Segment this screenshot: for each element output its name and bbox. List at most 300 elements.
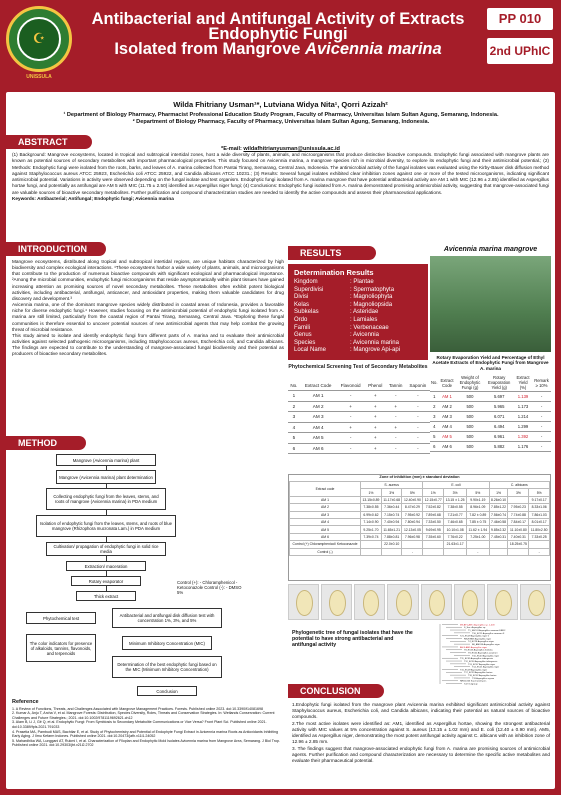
- email-prefix: *E-mail:: [221, 146, 244, 152]
- table-cell: [361, 548, 382, 555]
- table-cell: +: [337, 422, 365, 433]
- determination-row: Divisi : Magnoliophyta: [294, 294, 393, 301]
- table-header-row: [290, 482, 550, 489]
- plant-photo-title: Avicennia marina mangrove: [443, 246, 538, 253]
- table-cell: -: [337, 443, 365, 454]
- table-row: [290, 511, 550, 518]
- table-cell: 7.96±0.98: [402, 533, 423, 540]
- references: [12, 700, 284, 748]
- tree-leaf-label: T11_EC55 Aspergillus tubingensis: [460, 658, 494, 661]
- determination-row: Superdivisi : Spermatophyta: [294, 286, 395, 293]
- table-header-cell: Extract code: [290, 482, 361, 497]
- table-cell: [444, 548, 467, 555]
- table-cell: +: [365, 412, 386, 423]
- table-row: [430, 402, 551, 412]
- flow-step-cultivation: Cultivation/ propagation of endophytic fungi in solid rice media: [46, 542, 166, 556]
- intro-paragraph-2: Avicennia marina, one of the dominant mangrove species widely distributed in coastal areas of Indonesia, provides a favorable niche for diverse endophytic fungi.⁴ However, studies focusing on the antimicrobial potential of endophytic fungi isolated from A. marina are still limited, particularly from the coastal region of Pantai Tirang, Semarang, Central Java. ⁵Exploring these fungal communities is therefore essential to uncover potential sources of new antimicrobial agents that may help combat the growing threat of microbial resistance.: [12, 302, 284, 332]
- table-header-cell: Extract Yield (%): [514, 374, 532, 392]
- table-cell: 6.99±0.62: [361, 511, 382, 518]
- poster-body: [6, 92, 555, 789]
- email-link[interactable]: wildafhitrianyusman@unissula.ac.id: [243, 146, 340, 152]
- table-header-cell: Saponin: [406, 380, 430, 391]
- table-cell: 6.961: [484, 432, 514, 442]
- table-cell: AM 2: [300, 401, 337, 412]
- conclusion-point-3: 3. The findings suggest that mangrove-associated endophytic fungi from A. marina are promising sources of antimicrobial agents. Further purification and compound characterization are necessary to determine the specific active metabolites and evaluate their pharmaceutical potential.: [292, 746, 550, 763]
- table-cell: AM 2: [439, 402, 456, 412]
- petri-dish-photo: [288, 584, 319, 620]
- intro-paragraph-3: This study aimed to isolate and identify endophytic fungi from different parts of A. marina and to evaluate their antimicrobial activities against selected pathogenic microorganisms, including Staphylococcus aureus, Escherichia coli, and Candida albicans. The findings are expected to contribute to the understanding of mangrove-associated fungal biodiversity and their potential as producers of bioactive secondary metabolites.: [12, 332, 284, 357]
- table-cell: 6.071: [484, 412, 514, 422]
- tree-leaf-label: T1_SEC01 Aspergillus awamori EBRC: [468, 629, 506, 632]
- table-cell: -: [529, 548, 550, 555]
- intro-paragraph-1: Mangrove ecosystems, distributed along tropical and subtropical intertidal regions, are unique habitats characterized by high biodiversity and complex ecological interactions. ¹These ecosystems harbor a wide variety of plants, animals, and microorganisms that contribute to the production of numerous bioactive compounds with significant ecological and pharmacological importance. ²Among the microbial communities, endophytic fungi microorganisms that reside asymptomatically within plant tissues have gained increasing attention as promising sources of novel secondary metabolites. These metabolites often exhibit potent biological activities, including antibacterial, antifungal, anticancer, and antioxidant properties, making them valuable candidates for drug discovery and development.³: [12, 259, 284, 301]
- table-row: [288, 422, 430, 433]
- table-cell: 22.0±0.10: [381, 541, 402, 548]
- table-cell: -: [532, 422, 551, 432]
- mangrove-photo: [430, 256, 551, 352]
- petri-dish-photo: [487, 584, 518, 620]
- table-cell: 9.25±1.70: [361, 526, 382, 533]
- table-cell: 5: [288, 433, 300, 444]
- table-row: [290, 526, 550, 533]
- tree-leaf-label: T21_EC09 Aspergillus niger 5: [460, 635, 489, 638]
- table-cell: 7.38±0.55: [444, 504, 467, 511]
- table-cell: 11.10±0.80: [508, 526, 529, 533]
- determination-title: Determination Results: [294, 268, 374, 277]
- table-cell: 7.36±0.44: [381, 504, 402, 511]
- table-header-cell: Extract Code: [439, 374, 456, 392]
- determination-row: Ordo : Lamiales: [294, 316, 378, 323]
- table-cell: 7.85±1.22: [491, 505, 507, 510]
- table-cell: 8.33±1.06: [529, 504, 550, 511]
- introduction-heading: INTRODUCTION: [6, 242, 106, 256]
- table-header-cell: Flavonoid: [337, 380, 365, 391]
- table-cell: 6: [430, 442, 439, 452]
- tree-leaf-label: MS AF1-AM 1 Aspergillus sp. 1-003: [460, 624, 495, 627]
- table-cell: Control (-): [290, 548, 361, 555]
- table-cell: AM 3: [439, 412, 456, 422]
- table-header-cell: 1%: [489, 489, 508, 496]
- conclusion-point-2: 2.The most active isolates were identified as: AM1, identified as Aspergillus hortae, showing the strongest antibacterial activity with MIC values at 5% concentration against S. aureus (13.15 ± 1.02 mm) and E. coli (12.40 ± 0.90 mm). AM5, identified as Aspergillus niger, demonstrating the most potent antifungal activity against C. albicans with an inhibition zone of 12.96 ± 2.85 mm.: [292, 721, 550, 744]
- table-cell: 500: [455, 402, 484, 412]
- table-cell: 7.89±0.68: [423, 511, 444, 518]
- flow-step-disk-diffusion: Antibacterial and antifungal disk diffusion test with concentration 1%, 3%, and 5%: [112, 608, 222, 628]
- title-line-3-italic: Avicennia marina: [305, 40, 442, 58]
- title-line-1: Antibacterial and Antifungal Activity of Extracts: [91, 10, 465, 28]
- table-header-cell: 3%: [444, 489, 467, 496]
- table-cell: 8.96±1.09: [467, 504, 490, 511]
- table-cell: [402, 541, 423, 548]
- table-row: [288, 401, 430, 412]
- table-cell: 11.62 ± 1.94: [468, 527, 488, 532]
- affiliation-1: ¹ Department of Biology Pharmacy, Pharmacist Professional Education Study Program, Faculty of Pharmacy, Universitas Islam Sultan Agung, Semarang, Indonesia.: [63, 112, 499, 118]
- table-cell: -: [402, 548, 423, 555]
- table-row: [290, 504, 550, 511]
- reference-item: 5. Mahardhika WA, Lunggani AT, Rukmi I, et al. Characterization of Filoplan and Endophytic Mold Isolates Avicennia marina from Mangrove Area, Semarang. J Biol Trop. Published online 2021. doi:10.29303/jbt.v21i2.2702: [12, 738, 280, 748]
- table-cell: 7.74±0.88: [508, 511, 529, 518]
- table-cell: -: [386, 443, 406, 454]
- table-cell: [529, 541, 550, 548]
- table-cell: -: [406, 401, 430, 412]
- table-cell: 7.35±0.60: [423, 533, 444, 540]
- table-cell: -: [406, 443, 430, 454]
- table-cell: 11.17±0.68: [383, 497, 401, 502]
- determination-row: Famili : Verbenaceae: [294, 324, 389, 331]
- table-header-cell: 5%: [529, 489, 550, 496]
- table-cell: +: [365, 443, 386, 454]
- table-cell: -: [532, 412, 551, 422]
- table-cell: AM 1: [300, 391, 337, 402]
- flow-step-conclusion: Conclusion: [137, 686, 197, 696]
- table-cell: 1.176: [514, 442, 532, 452]
- table-cell: 7.38±0.55: [361, 504, 382, 511]
- table-cell: AM 4: [290, 518, 361, 525]
- table-cell: +: [386, 422, 406, 433]
- table-cell: 7.46±0.65: [444, 518, 467, 525]
- table-cell: 2: [288, 401, 300, 412]
- table-cell: -: [406, 391, 430, 402]
- determination-row: Species : Avicennia marina: [294, 339, 399, 346]
- title-line-3: [78, 42, 478, 57]
- table-cell: 1: [430, 392, 439, 402]
- table-cell: 7.52±0.82: [423, 504, 444, 511]
- abstract-heading: ABSTRACT: [6, 135, 92, 149]
- table-cell: 7.33±0.50: [423, 518, 444, 525]
- table-row: [288, 391, 430, 402]
- table-header-cell: Remark ≥ 10%: [532, 374, 551, 392]
- table-cell: 11.80±2.50: [530, 527, 548, 532]
- table-cell: -: [532, 432, 551, 442]
- table-row: [430, 412, 551, 422]
- table-cell: 7.14±0.90: [361, 518, 382, 525]
- petri-dish-photo: [387, 584, 418, 620]
- crest-icon: ☪: [17, 17, 61, 61]
- table-cell: 7.80±0.94: [402, 518, 423, 525]
- conclusion-point-1: 1.Endophytic fungi isolated from the mangrove plant Avicennia marina exhibited significant antimicrobial activity against Staphylococcus aureus, Escherichia coli, and Candida albicans, indicating their potential as natural sources of bioactive compounds.: [292, 702, 550, 719]
- table-header-cell: Extract Code: [300, 380, 337, 391]
- disk-diffusion-photos: [288, 584, 551, 620]
- tree-leaf-label: NR111065 Saccharomyces: [460, 680, 487, 683]
- reference-item: 1. A Review of Functions, Threats, and Challenges Associated with Mangrove Management Practices. Forests. Published online 2023. doi:10.3390/f14081698: [12, 706, 264, 711]
- conference-logo: 2nd UPhIC: [487, 38, 553, 64]
- table-header-row: [288, 380, 430, 391]
- table-header-cell: 1%: [361, 489, 382, 496]
- table-cell: [423, 548, 444, 555]
- table-cell: AM 1: [290, 496, 361, 503]
- flow-step-phytochemical: Phytochemical test: [26, 612, 96, 624]
- tree-leaf-label: T4_EC28 Aspergillus niger: [468, 641, 494, 644]
- flow-step-determination: Mangrove (Avicennia marina) plant determination: [56, 470, 156, 484]
- table-header-cell: C. albicans: [489, 482, 549, 489]
- table-cell: 11.65±1.21: [383, 527, 401, 532]
- determination-row: Subkelas : Asteridae: [294, 309, 379, 316]
- table-cell: 4: [288, 422, 300, 433]
- table-cell: -: [337, 412, 365, 423]
- table-cell: 3: [430, 412, 439, 422]
- table-cell: 7.95±0.92: [402, 511, 423, 518]
- table-cell: [381, 548, 402, 555]
- flow-step-color-indicators: The color indicators for presence of alkaloids, tannins, flavonoids, and terpenoids: [26, 634, 96, 662]
- table-cell: 1.392: [514, 432, 532, 442]
- table-cell: AM 6: [439, 442, 456, 452]
- tree-leaf-label: AM 5-AM5 Aspergillus niger: [460, 646, 487, 649]
- table-cell: +: [365, 401, 386, 412]
- phytochemical-table-title: Phytochemical Screening Test of Secondary Metabolites: [288, 364, 428, 370]
- determination-row: Kingdom : Plantae: [294, 279, 374, 285]
- table-cell: AM 5: [290, 526, 361, 533]
- table-cell: 500: [455, 442, 484, 452]
- table-cell: -: [406, 422, 430, 433]
- petri-dish-photo: [454, 584, 485, 620]
- table-header-cell: 3%: [508, 489, 529, 496]
- table-cell: AM 1: [439, 392, 456, 402]
- table-cell: +: [386, 401, 406, 412]
- table-header-cell: E. coli: [423, 482, 489, 489]
- table-header-row: [430, 374, 551, 392]
- table-cell: 5.697: [484, 392, 514, 402]
- determination-row: Kelas : Magnoliopsida: [294, 301, 393, 308]
- flow-step-best-fungi: Determination of the best endophytic fungi based on the MIC (Minimum Inhibitory Concentration): [112, 656, 222, 678]
- author-names: Wilda Fhitriany Usman¹*, Lutviana Widya Nita¹, Qorri Azizah²: [173, 100, 388, 109]
- abstract-text: [12, 152, 549, 254]
- flow-controls: Control (+): - Chloramphenicol - Ketoconazole Control (-): - DMSO 5%: [176, 572, 246, 602]
- table-cell: 12.13±0.05: [403, 527, 421, 532]
- table-cell: 10.10±1.08: [444, 526, 467, 533]
- table-cell: 2: [430, 402, 439, 412]
- zone-table-title: Zone of inhibition (mm) ± standard deviation: [379, 475, 460, 479]
- table-cell: 7.21±0.77: [444, 511, 467, 518]
- phylogenetic-tree-title: Phylogenetic tree of fungal isolates that have the potential to have strong antibacterial and antifungal activity: [292, 630, 413, 649]
- table-cell: AM 3: [300, 412, 337, 423]
- tree-leaf-label: S_Sac. Aspergillus sp.: [464, 627, 486, 630]
- conclusion-heading: CONCLUSION: [288, 684, 384, 698]
- table-header-cell: S. aureus: [361, 482, 423, 489]
- table-cell: AM 5: [300, 433, 337, 444]
- table-cell: 7.85 ± 0.75: [467, 518, 490, 525]
- flow-step-rotary: Rotary evaporator: [71, 576, 141, 586]
- inhibition-zone-table: [289, 481, 550, 556]
- table-row: [290, 518, 550, 525]
- table-cell: AM 6: [300, 443, 337, 454]
- table-header-cell: Rotary Evaporation Yield (g): [484, 374, 514, 392]
- table-cell: 12.40±0.90: [403, 497, 421, 502]
- table-cell: -: [386, 391, 406, 402]
- abstract-keywords: Keywords: Antibacterial; Antifungal; Endophytic fungi; Avicennia marina: [12, 196, 174, 202]
- phytochemical-table: [288, 380, 430, 454]
- table-header-cell: 5%: [402, 489, 423, 496]
- reference-item: 4. Prasetia MA, Pambudi MAS, Bachtiar E, et al. Study of Phytochemistry and Potential of Endophyte Fungi Extract in Avicennia marina Roots as Antioxidants Inhibiting Early Aging. J Ilmu Kefarm Indones. Published online 2021. doi:10.20473/jafh.v11i1.24052: [12, 729, 279, 739]
- table-cell: AM 5: [439, 432, 456, 442]
- table-cell: 6.494: [484, 422, 514, 432]
- yield-table-caption: Rotary Evaporation Yield and Percentage of Ethyl Acetate Extracts of Endophytic Fungi from Mangrove A. marina: [432, 355, 549, 371]
- tree-leaf-label: T15_EC09 Aspergillus niger: [460, 669, 488, 672]
- table-cell: [508, 496, 529, 503]
- table-cell: 500: [455, 432, 484, 442]
- table-cell: -: [337, 391, 365, 402]
- title-line-3-prefix: Isolated from Mangrove: [114, 40, 306, 58]
- flow-step-plant: Mangrove (Avicennia marina) plant: [56, 454, 156, 466]
- table-cell: 7.84±0.17: [508, 518, 529, 525]
- table-cell: AM 6: [290, 533, 361, 540]
- table-cell: +: [365, 433, 386, 444]
- table-cell: 500: [455, 392, 484, 402]
- table-cell: 1: [288, 391, 300, 402]
- table-header-cell: Weight of Endophytic Fungi (g): [455, 374, 484, 392]
- introduction-text: [12, 259, 284, 358]
- tree-leaf-label: T19 Aspergillus oryzae: [472, 677, 495, 680]
- tree-leaf-label: T18_EC02 Aspergillus hortae: [468, 675, 497, 678]
- tree-leaf-label: T13_EC07 Aspergillus niger: [468, 663, 496, 666]
- table-cell: AM 2: [290, 504, 361, 511]
- petri-dish-photo: [421, 584, 452, 620]
- affiliation-2: ² Department of Biology Pharmacy, Faculty of Pharmacy, Universitas Islam Sultan Agung, Semarang, Indonesia.: [132, 119, 430, 125]
- table-cell: -: [386, 433, 406, 444]
- reference-item: 2. Kumar A, Anju T, Archa V, et al. Mangrove Forests: Distribution, Species Diversity, Roles, Threats and Conservation Strategies. In: Wetlands Conservation: Current Challenges and Future Strategies.; 2021. doi:10.1002/9781119692621.ch12: [12, 711, 275, 720]
- poster-header: [0, 0, 561, 92]
- table-cell: 13.15 ± 1.25: [445, 497, 465, 502]
- conclusion-text: [292, 702, 550, 765]
- table-cell: AM 4: [300, 422, 337, 433]
- table-cell: 8.01±0.17: [529, 518, 550, 525]
- table-header-cell: 5%: [467, 489, 490, 496]
- tree-leaf-label: T10_EC43 Aspergillus niger: [472, 655, 500, 658]
- table-cell: 5: [430, 432, 439, 442]
- table-cell: -: [406, 412, 430, 423]
- table-cell: 7.76±0.22: [444, 533, 467, 540]
- table-cell: -: [406, 433, 430, 444]
- table-cell: 7.46±0.58: [491, 520, 507, 525]
- table-header-cell: Tannin: [386, 380, 406, 391]
- table-cell: 7.45±0.31: [491, 534, 507, 539]
- table-cell: 8.47±0.29: [402, 504, 423, 511]
- table-row: [430, 392, 551, 402]
- table-cell: 13.15±0.89: [362, 497, 380, 502]
- table-row: [290, 533, 550, 540]
- method-flowchart: [26, 454, 276, 704]
- table-cell: 7.95±0.23: [508, 504, 529, 511]
- tree-leaf-label: B6_AMC06 Aspergillus niger: [472, 644, 500, 647]
- determination-row: Genus : Avicennia: [294, 332, 379, 339]
- title-line-2: Endophytic Fungi: [208, 25, 348, 43]
- table-cell: 7.88±0.81: [381, 533, 402, 540]
- references-heading: Reference: [12, 699, 39, 705]
- table-row: [288, 443, 430, 454]
- table-row: [290, 548, 550, 555]
- table-row: [288, 412, 430, 423]
- table-cell: 1.299: [514, 422, 532, 432]
- table-cell: [423, 541, 444, 548]
- table-header-cell: No.: [288, 380, 300, 391]
- flow-step-isolation: Isolation of endophytic fungi from the leaves, stems, and roots of blue mangrove (Rhizophora mucronata Lam.) in PDA medium: [36, 515, 176, 537]
- table-cell: 8.26±0.10: [491, 497, 507, 502]
- table-cell: AM 3: [290, 511, 361, 518]
- petri-dish-photo: [520, 584, 551, 620]
- table-cell: 7.15±0.74: [381, 511, 402, 518]
- table-cell: 500: [455, 412, 484, 422]
- table-cell: 5.882: [484, 442, 514, 452]
- tree-leaf-label: T9_EC62 Aspergillus awamori: [468, 652, 498, 655]
- table-cell: +: [337, 401, 365, 412]
- tree-leaf-label: T14_EC21 Aspergillus niger: [472, 666, 500, 669]
- table-header-cell: 1%: [423, 489, 444, 496]
- table-cell: +: [365, 422, 386, 433]
- table-cell: 7.86±1.03: [529, 511, 550, 518]
- table-cell: -: [337, 433, 365, 444]
- table-cell: 6: [288, 443, 300, 454]
- table-cell: [361, 541, 382, 548]
- table-cell: [489, 548, 508, 555]
- table-cell: 4: [430, 422, 439, 432]
- table-cell: +: [365, 391, 386, 402]
- yield-table: [430, 374, 551, 452]
- tree-leaf-label: T17_EC33 Aspergillus hortae: [464, 672, 493, 675]
- table-cell: 5.965: [484, 402, 514, 412]
- table-header-cell: No.: [430, 374, 439, 392]
- table-cell: -: [532, 402, 551, 412]
- flow-step-mic: Minimum Inhibitory Concentration (MIC): [122, 636, 212, 650]
- table-cell: 1.214: [514, 412, 532, 422]
- table-cell: 12.15±0.77: [424, 497, 442, 502]
- tree-leaf-label: T16_EC11 Aspergillus awamori F: [472, 632, 505, 635]
- table-cell: -: [532, 392, 551, 402]
- table-row: [430, 432, 551, 442]
- table-cell: 9.17±0.17: [529, 496, 550, 503]
- reference-item: 3. Alam B, Li J, Gê Q, et al. Endophytic Fungi: From Symbiosis to Secondary Metabolite Communications or Vice Versa? Front Plant Sci. Published online 2021. doi:10.3389/fpls.2021.791033: [12, 720, 267, 729]
- table-cell: 9.90±1.19: [467, 496, 490, 503]
- table-header-cell: Phenol: [365, 380, 386, 391]
- table-cell: 7.82 ± 0.89: [467, 511, 490, 518]
- flow-step-thick-extract: Thick extract: [76, 591, 136, 601]
- petri-dish-photo: [321, 584, 352, 620]
- table-cell: -: [386, 412, 406, 423]
- flow-step-collecting: Collecting endophytic fungi from the leaves, stems, and roots of mangrove (Avicennia marina) in PDA medium: [46, 488, 166, 510]
- logo-text: UNISSULA: [26, 74, 52, 80]
- tree-leaf-label: T12_EC50 Aspergillus tubingensis: [464, 660, 498, 663]
- table-cell: [467, 541, 490, 548]
- table-cell: 9.85±2.32: [491, 527, 507, 532]
- table-cell: 18.25±0.75: [509, 542, 527, 547]
- table-cell: -: [532, 442, 551, 452]
- table-cell: [489, 541, 508, 548]
- inhibition-zone-table-wrapper: [288, 474, 551, 581]
- table-header-cell: 3%: [381, 489, 402, 496]
- poster-title: [78, 12, 478, 57]
- table-cell: 7.40±0.31: [508, 533, 529, 540]
- table-row: [430, 422, 551, 432]
- method-heading: METHOD: [6, 436, 86, 450]
- affiliations: [46, 112, 516, 126]
- abstract-body: (1) Background: Mangrove ecosystems, located in tropical and subtropical intertidal zones, host a wide diversity of plants, animals, and microorganisms that produce distinctive bioactive compounds. Endophytic fungi associated with mangrove plants are known as potential sources of secondary metabolites with important pharmacological properties. This study focused on Avicennia marina, a mangrove species rich in microbial diversity, to explore its endophytic fungi and their antimicrobial potential.; (2) Methods: Endophytic fungi were isolated from the roots, barks, and leaves of A. marina collected from Pantai Tirang, Semarang, Central Java, Indonesia. The antimicrobial activity of the fungal isolates was evaluated using the Kirby-Bauer disk diffusion method against Staphylococcus aureus ATCC 25923, Escherichia coli ATCC 25922, and Candida albicans ATCC 10231.; (3) Results: Several fungal isolates exhibited clear inhibition zones against one or more of the tested microorganisms, indicating significant antimicrobial potential. Variations in activity were observed depending on the fungal isolate and test organism. Endophytic fungi isolated from A. marina mangrove that have potential antibacterial activity are AM 1 with MIC (12.96 ± 2.85) identified as Aspergillus hortae fungi, and potentially as antifungal are AM 5 with MIC (11.75 ± 2.50) identified as Aspergillus niger fungi; (4) Conclusions: Endophytic fungi isolated from A. marina demonstrated promising antimicrobial activity, suggesting that mangrove-associated fungi are valuable sources of bioactive secondary metabolites. Further purification and compound characterization studies are needed to identify the active compounds and assess their pharmaceutical applications.: [12, 152, 549, 195]
- table-row: [430, 442, 551, 452]
- table-cell: 9.69±0.95: [423, 526, 444, 533]
- table-cell: 500: [455, 422, 484, 432]
- flow-step-extraction: Extraction/ maceration: [66, 561, 146, 571]
- table-cell: Control (+) Chloramphenicol/ Ketoconazole: [290, 541, 361, 548]
- table-cell: 1.173: [514, 402, 532, 412]
- table-cell: -: [467, 548, 490, 555]
- university-logo: [6, 6, 72, 72]
- tree-leaf-label: T22 Outgroup: [464, 683, 478, 686]
- table-cell: 7.25±1.00: [467, 533, 490, 540]
- poster-code-badge: PP 010: [487, 8, 553, 30]
- table-row: [290, 541, 550, 548]
- determination-row: Local Name : Mangrove Api-api: [294, 347, 401, 354]
- determination-results: [288, 264, 428, 360]
- table-row: [288, 433, 430, 444]
- table-cell: 7.40±0.94: [381, 518, 402, 525]
- table-cell: 21.63±1.17: [444, 541, 467, 548]
- table-cell: AM 4: [439, 422, 456, 432]
